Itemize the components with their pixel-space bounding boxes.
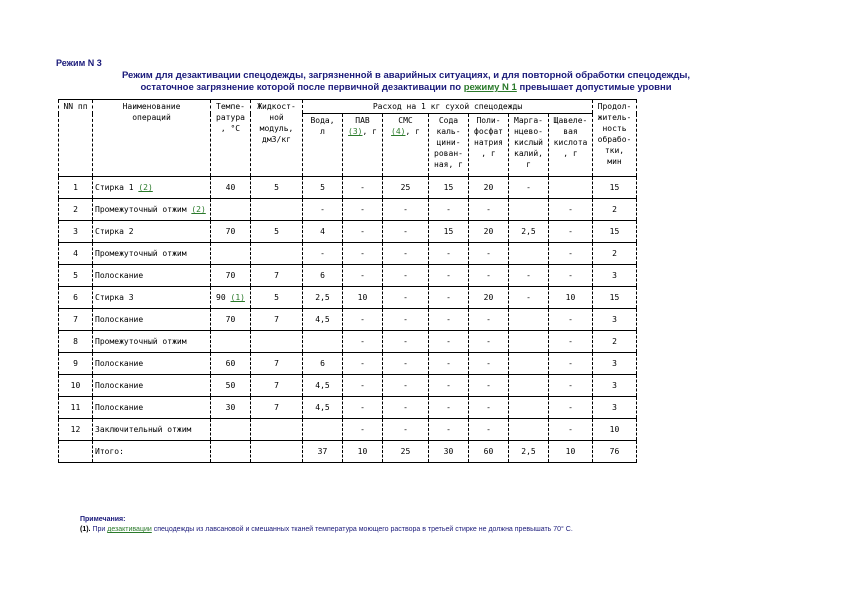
row-pav: -: [343, 331, 383, 353]
row-duration: 15: [593, 221, 637, 243]
row-oxalic: -: [549, 265, 593, 287]
row-module: 7: [251, 375, 303, 397]
row-num: 5: [59, 265, 93, 287]
row-water: 5: [303, 177, 343, 199]
row-perm: [509, 199, 549, 221]
row-temp: 30: [211, 397, 251, 419]
row-num: 11: [59, 397, 93, 419]
document-title: [56, 70, 756, 94]
row-operation: Промежуточный отжим (2): [93, 199, 211, 221]
row-temp: [211, 199, 251, 221]
row-module: [251, 419, 303, 441]
row-water: -: [303, 243, 343, 265]
sms-note-link[interactable]: (4): [391, 127, 406, 136]
row-oxalic: -: [549, 309, 593, 331]
title-line2-suffix: превышает допустимые уровни: [516, 82, 672, 93]
row-duration: 15: [593, 287, 637, 309]
row-module: 5: [251, 287, 303, 309]
row-num: [59, 441, 93, 463]
row-module: 7: [251, 309, 303, 331]
table-row: [59, 441, 637, 463]
row-operation: Промежуточный отжим: [93, 243, 211, 265]
row-sms: -: [383, 419, 429, 441]
row-temp: 40: [211, 177, 251, 199]
row-water: 6: [303, 265, 343, 287]
header-polyphosphate: Поли- фосфат натрия , г: [469, 114, 509, 177]
row-operation: Итого:: [93, 441, 211, 463]
header-oxalic: Щавеле- вая кислота , г: [549, 114, 593, 177]
row-operation: Промежуточный отжим: [93, 331, 211, 353]
row-water: -: [303, 199, 343, 221]
row-num: 12: [59, 419, 93, 441]
row-pav: -: [343, 375, 383, 397]
row-duration: 3: [593, 309, 637, 331]
row-num: 8: [59, 331, 93, 353]
row-soda: -: [429, 353, 469, 375]
row-oxalic: 10: [549, 287, 593, 309]
row-soda: -: [429, 375, 469, 397]
header-consumption-group: Расход на 1 кг сухой спецодежды: [303, 100, 593, 114]
row-duration: 2: [593, 331, 637, 353]
row-duration: 3: [593, 397, 637, 419]
row-sms: -: [383, 265, 429, 287]
row-sms: -: [383, 309, 429, 331]
header-operation: Наименование операций: [93, 100, 211, 177]
table-row: [59, 331, 637, 353]
row-temp: 50: [211, 375, 251, 397]
row-perm: [509, 375, 549, 397]
row-oxalic: 10: [549, 441, 593, 463]
row-pav: -: [343, 265, 383, 287]
table-row: [59, 397, 637, 419]
row-duration: 3: [593, 375, 637, 397]
row-water: [303, 419, 343, 441]
header-sms: СМС (4), г: [383, 114, 429, 177]
row-water: 4,5: [303, 375, 343, 397]
table-row: [59, 287, 637, 309]
row-oxalic: -: [549, 199, 593, 221]
table-row: [59, 265, 637, 287]
row-soda: -: [429, 309, 469, 331]
row-operation: Стирка 1 (2): [93, 177, 211, 199]
row-temp: [211, 419, 251, 441]
title-line1: Режим для дезактивации спецодежды, загрязненной в аварийных ситуациях, и для повторной обработки спецодежды,: [121, 70, 691, 81]
row-water: [303, 331, 343, 353]
row-sms: 25: [383, 177, 429, 199]
row-pav: -: [343, 177, 383, 199]
row-duration: 3: [593, 265, 637, 287]
temp-note-link[interactable]: (1): [230, 293, 245, 302]
row-poly: -: [469, 309, 509, 331]
row-sms: -: [383, 353, 429, 375]
header-water: Вода, л: [303, 114, 343, 177]
row-sms: -: [383, 331, 429, 353]
row-duration: 76: [593, 441, 637, 463]
row-pav: -: [343, 243, 383, 265]
row-temp: 60: [211, 353, 251, 375]
row-perm: [509, 397, 549, 419]
row-pav: -: [343, 221, 383, 243]
row-temp: 70: [211, 221, 251, 243]
header-soda: Сода каль- цини- рован- ная, г: [429, 114, 469, 177]
table-row: [59, 177, 637, 199]
row-module: 7: [251, 353, 303, 375]
row-soda: -: [429, 243, 469, 265]
row-poly: -: [469, 243, 509, 265]
row-temp: 90 (1): [211, 287, 251, 309]
row-pav: 10: [343, 441, 383, 463]
row-oxalic: -: [549, 221, 593, 243]
regime-1-link[interactable]: режиму N 1: [463, 82, 517, 93]
row-sms: 25: [383, 441, 429, 463]
table-row: [59, 309, 637, 331]
row-perm: [509, 243, 549, 265]
row-pav: -: [343, 419, 383, 441]
table-row: [59, 243, 637, 265]
row-water: 37: [303, 441, 343, 463]
title-line2-prefix: остаточное загрязнение которой после первичной дезактивации по: [140, 82, 464, 93]
table-row: [59, 221, 637, 243]
row-sms: -: [383, 221, 429, 243]
row-num: 9: [59, 353, 93, 375]
row-perm: 2,5: [509, 221, 549, 243]
row-oxalic: -: [549, 397, 593, 419]
row-operation: Полоскание: [93, 353, 211, 375]
row-oxalic: [549, 177, 593, 199]
header-temp: Темпе- ратура , °С: [211, 100, 251, 177]
operation-note-link[interactable]: (2): [138, 183, 153, 192]
row-module: 5: [251, 177, 303, 199]
notes-heading: Примечания:: [80, 516, 126, 523]
row-operation: Стирка 2: [93, 221, 211, 243]
row-module: 5: [251, 221, 303, 243]
row-num: 10: [59, 375, 93, 397]
row-num: 6: [59, 287, 93, 309]
row-sms: -: [383, 199, 429, 221]
row-duration: 10: [593, 419, 637, 441]
row-pav: -: [343, 199, 383, 221]
row-soda: -: [429, 419, 469, 441]
header-num: NN пп: [59, 100, 93, 177]
row-poly: 20: [469, 177, 509, 199]
row-pav: 10: [343, 287, 383, 309]
row-temp: [211, 243, 251, 265]
decontamination-link[interactable]: дезактивации: [107, 526, 152, 533]
row-operation: Полоскание: [93, 265, 211, 287]
regime-label: Режим N 3: [56, 58, 102, 68]
table-row: [59, 419, 637, 441]
row-poly: -: [469, 199, 509, 221]
header-pav: ПАВ (3), г: [343, 114, 383, 177]
row-perm: -: [509, 287, 549, 309]
row-duration: 3: [593, 353, 637, 375]
header-liquid-module: Жидкост- ной модуль, дм3/кг: [251, 100, 303, 177]
row-poly: -: [469, 375, 509, 397]
notes: [80, 515, 573, 535]
row-temp: [211, 331, 251, 353]
row-perm: [509, 331, 549, 353]
row-perm: [509, 309, 549, 331]
row-num: 1: [59, 177, 93, 199]
row-temp: 70: [211, 265, 251, 287]
row-poly: -: [469, 397, 509, 419]
row-operation: Полоскание: [93, 397, 211, 419]
row-water: 6: [303, 353, 343, 375]
row-poly: 20: [469, 221, 509, 243]
row-module: 7: [251, 397, 303, 419]
row-perm: [509, 353, 549, 375]
row-module: [251, 243, 303, 265]
header-duration: Продол- житель- ность обрабо- тки, мин: [593, 100, 637, 177]
row-operation: Стирка 3: [93, 287, 211, 309]
row-oxalic: -: [549, 419, 593, 441]
row-oxalic: -: [549, 375, 593, 397]
row-soda: -: [429, 397, 469, 419]
row-num: 7: [59, 309, 93, 331]
row-num: 3: [59, 221, 93, 243]
row-soda: 30: [429, 441, 469, 463]
row-poly: 20: [469, 287, 509, 309]
row-pav: -: [343, 353, 383, 375]
row-oxalic: -: [549, 353, 593, 375]
row-poly: -: [469, 265, 509, 287]
row-sms: -: [383, 287, 429, 309]
table-row: [59, 375, 637, 397]
row-num: 4: [59, 243, 93, 265]
row-module: [251, 199, 303, 221]
row-oxalic: -: [549, 331, 593, 353]
row-duration: 2: [593, 199, 637, 221]
row-sms: -: [383, 243, 429, 265]
header-permanganate: Марга- нцево- кислый калий, г: [509, 114, 549, 177]
row-perm: [509, 419, 549, 441]
row-temp: 70: [211, 309, 251, 331]
row-duration: 15: [593, 177, 637, 199]
row-soda: 15: [429, 177, 469, 199]
row-perm: -: [509, 177, 549, 199]
row-soda: -: [429, 265, 469, 287]
row-poly: -: [469, 331, 509, 353]
row-module: 7: [251, 265, 303, 287]
row-poly: 60: [469, 441, 509, 463]
decontamination-table: [58, 99, 637, 463]
row-duration: 2: [593, 243, 637, 265]
row-perm: 2,5: [509, 441, 549, 463]
row-pav: -: [343, 397, 383, 419]
pav-note-link[interactable]: (3): [348, 127, 363, 136]
row-poly: -: [469, 419, 509, 441]
row-sms: -: [383, 397, 429, 419]
row-operation: Заключительный отжим: [93, 419, 211, 441]
row-soda: -: [429, 287, 469, 309]
row-module: [251, 331, 303, 353]
row-water: 4: [303, 221, 343, 243]
row-soda: -: [429, 331, 469, 353]
note-1: (1). При дезактивации спецодежды из лавсановой и смешанных тканей температура моющего раствора в третьей стирке не должна превышать 70° С.: [80, 526, 573, 533]
row-poly: -: [469, 353, 509, 375]
row-pav: -: [343, 309, 383, 331]
row-temp: [211, 441, 251, 463]
row-module: [251, 441, 303, 463]
table-row: [59, 353, 637, 375]
row-water: 4,5: [303, 309, 343, 331]
row-soda: -: [429, 199, 469, 221]
row-operation: Полоскание: [93, 375, 211, 397]
row-oxalic: -: [549, 243, 593, 265]
row-water: 4,5: [303, 397, 343, 419]
row-perm: -: [509, 265, 549, 287]
operation-note-link[interactable]: (2): [191, 205, 206, 214]
row-num: 2: [59, 199, 93, 221]
row-sms: -: [383, 375, 429, 397]
row-soda: 15: [429, 221, 469, 243]
row-operation: Полоскание: [93, 309, 211, 331]
row-water: 2,5: [303, 287, 343, 309]
table-row: [59, 199, 637, 221]
